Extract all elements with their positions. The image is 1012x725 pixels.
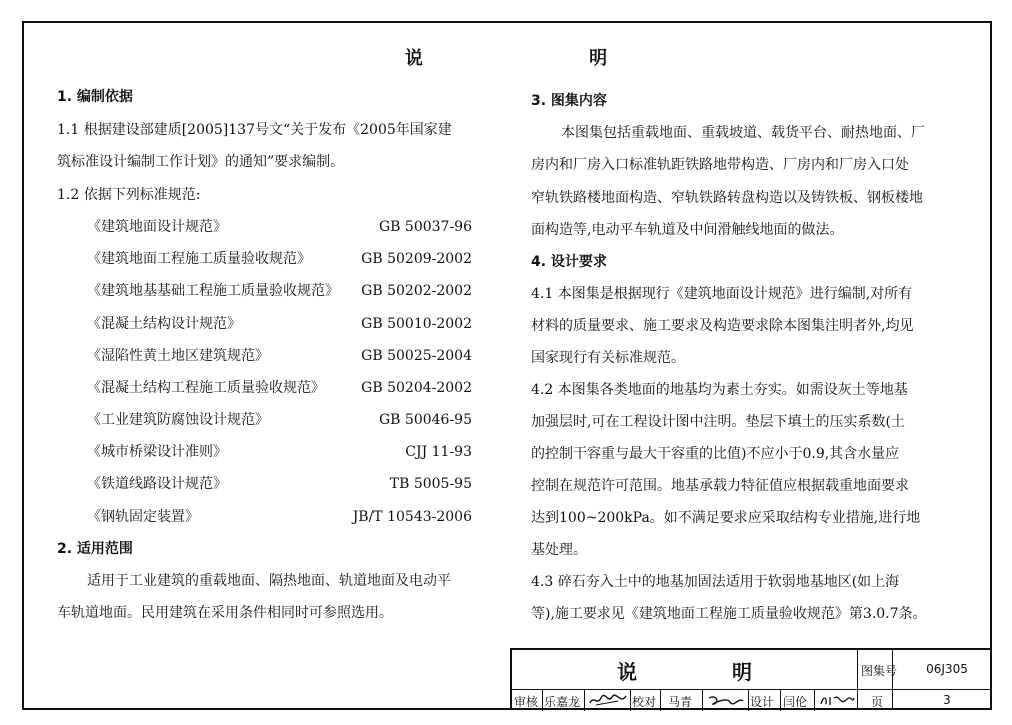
review-signature — [588, 692, 628, 708]
section4-line: 4.2 本图集各类地面的地基均为素土夯实。如需设灰土等地基 — [531, 382, 908, 398]
standard-code: GB 50025-2004 — [361, 348, 472, 364]
item-1-1-line2: 筑标准设计编制工作计划》的通知”要求编制。 — [57, 154, 345, 170]
section4-heading: 4. 设计要求 — [531, 254, 607, 270]
section3-line: 本图集包括重载地面、重载坡道、载货平台、耐热地面、厂 — [561, 125, 925, 141]
standard-name: 《建筑地面工程施工质量验收规范》 — [87, 251, 311, 267]
standard-code: JB/T 10543-2006 — [352, 509, 472, 525]
page-label: 页 — [871, 695, 884, 709]
section1-heading: 1. 编制依据 — [57, 89, 133, 105]
title-block-rule — [857, 650, 858, 709]
standard-code: TB 5005-95 — [389, 476, 472, 492]
standard-code: GB 50202-2002 — [361, 283, 472, 299]
standard-name: 《工业建筑防腐蚀设计规范》 — [87, 412, 269, 428]
standard-code: GB 50204-2002 — [361, 380, 472, 396]
standard-name: 《建筑地基基础工程施工质量验收规范》 — [87, 283, 339, 299]
section3-line: 面构造等,电动平车轨道及中间滑触线地面的做法。 — [531, 222, 844, 238]
title-block-rule — [702, 689, 703, 711]
standard-name: 《铁道线路设计规范》 — [87, 476, 227, 492]
standard-code: GB 50037-96 — [378, 219, 472, 235]
standard-name: 《城市桥梁设计准则》 — [87, 444, 227, 460]
section4-line: 基处理。 — [531, 542, 587, 558]
review-label: 审核 — [514, 695, 539, 709]
atlas-no-label: 图集号 — [861, 664, 898, 678]
section4-line: 国家现行有关标准规范。 — [531, 350, 685, 366]
section4-line: 的控制干容重与最大干容重的比值)不应小于0.9,其含水量应 — [531, 446, 900, 462]
title-block — [510, 648, 991, 709]
section4-line: 控制在规范许可范围。地基承载力特征值应根据载重地面要求 — [531, 478, 909, 494]
title-block-rule — [780, 689, 781, 711]
section2-heading: 2. 适用范围 — [57, 541, 133, 557]
standard-code: GB 50046-95 — [378, 412, 472, 428]
design-label: 设计 — [750, 695, 775, 709]
section4-line: 加强层时,可在工程设计图中注明。垫层下填土的压实系数(土 — [531, 414, 905, 430]
title-block-rule — [542, 689, 543, 711]
page-title: 说 明 — [404, 48, 688, 69]
section2-line1: 适用于工业建筑的重载地面、隔热地面、轨道地面及电动平 — [87, 573, 451, 589]
standard-name: 《混凝土结构设计规范》 — [87, 316, 241, 332]
section3-heading: 3. 图集内容 — [531, 93, 607, 109]
page-number: 3 — [943, 693, 951, 707]
section3-line: 窄轨铁路楼地面构造、窄轨铁路转盘构造以及铸铁板、钢板楼地 — [531, 190, 923, 206]
title-block-rule — [892, 650, 893, 709]
check-name: 马青 — [668, 695, 693, 709]
standard-name: 《混凝土结构工程施工质量验收规范》 — [87, 380, 325, 396]
check-signature — [706, 692, 746, 708]
standard-code: GB 50010-2002 — [361, 316, 472, 332]
section3-line: 房内和厂房入口标准轨距铁路地带构造、厂房内和厂房入口处 — [531, 157, 909, 173]
review-name: 乐嘉龙 — [544, 695, 581, 709]
standard-name: 《钢轨固定装置》 — [87, 509, 199, 525]
standard-code: GB 50209-2002 — [361, 251, 472, 267]
section4-line: 材料的质量要求、施工要求及构造要求除本图集注明者外,均见 — [531, 318, 914, 334]
title-block-rule — [748, 689, 749, 711]
section4-line: 4.1 本图集是根据现行《建筑地面设计规范》进行编制,对所有 — [531, 286, 913, 302]
title-block-rule — [814, 689, 815, 711]
standard-code: CJJ 11-93 — [405, 444, 472, 460]
title-block-rule — [584, 689, 585, 711]
section2-line2: 车轨道地面。民用建筑在采用条件相同时可参照选用。 — [57, 605, 393, 621]
section4-line: 等),施工要求见《建筑地面工程施工质量验收规范》第3.0.7条。 — [531, 606, 927, 622]
title-block-drawing-title: 说 明 — [617, 660, 796, 684]
design-name: 闫伦 — [783, 695, 808, 709]
section4-line: 4.3 碎石夯入土中的地基加固法适用于软弱地基地区(如上海 — [531, 574, 900, 590]
title-block-rule — [630, 689, 631, 711]
atlas-no: 06J305 — [926, 662, 968, 676]
check-label: 校对 — [632, 695, 657, 709]
design-signature — [818, 692, 856, 708]
standard-name: 《建筑地面设计规范》 — [87, 219, 227, 235]
item-1-2: 1.2 依据下列标准规范: — [57, 187, 201, 203]
standard-name: 《湿陷性黄土地区建筑规范》 — [87, 348, 269, 364]
item-1-1-line1: 1.1 根据建设部建质[2005]137号文“关于发布《2005年国家建 — [57, 122, 452, 138]
section4-line: 达到100~200kPa。如不满足要求应采取结构专业措施,进行地 — [531, 510, 921, 526]
title-block-rule — [660, 689, 661, 711]
